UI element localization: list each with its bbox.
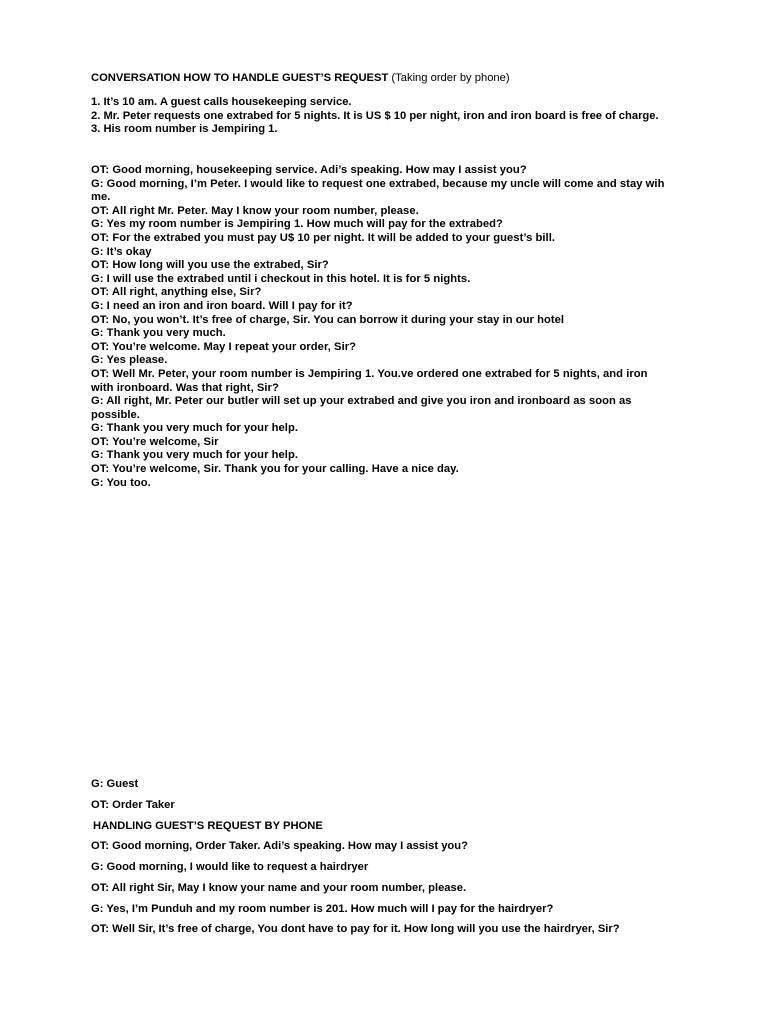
dialogue-line: OT: Well Mr. Peter, your room number is Jempiring 1. You.ve ordered one extrabed for 5 nights, and iron with ironboard. Was that right, Sir? <box>91 367 648 394</box>
dialogue-line: G: It’s okay <box>91 245 152 258</box>
dialogue-line: G: Thank you very much for your help. <box>91 449 298 462</box>
dialogue-section <box>91 164 671 490</box>
dialogue-line: OT: Good morning, Order Taker. Adi’s speaking. How may I assist you? <box>91 840 468 853</box>
title-main: CONVERSATION HOW TO HANDLE GUEST’S REQUEST <box>91 72 389 84</box>
dialogue-line: OT: You’re welcome, Sir <box>91 435 219 448</box>
dialogue-line: OT: For the extrabed you must pay U$ 10 per night. It will be added to your guest’s bill. <box>91 231 556 244</box>
dialogue-line: OT: No, you won’t. It’s free of charge, Sir. You can borrow it during your stay in our hotel <box>91 313 565 326</box>
dialogue-line: G: I need an iron and iron board. Will I pay for it? <box>91 299 353 312</box>
document-title <box>91 72 671 86</box>
dialogue-line: OT: You’re welcome. May I repeat your order, Sir? <box>91 340 357 353</box>
situation-list <box>91 96 671 137</box>
dialogue-line: G: I will use the extrabed until i checkout in this hotel. It is for 5 nights. <box>91 272 471 285</box>
legend-guest: G: Guest <box>91 778 139 790</box>
dialogue-line: G: Yes my room number is Jempiring 1. How much will pay for the extrabed? <box>91 218 503 231</box>
title-subtitle: (Taking order by phone) <box>388 72 510 84</box>
dialogue-line: OT: You’re welcome, Sir. Thank you for your calling. Have a nice day. <box>91 463 459 476</box>
dialogue-line: OT: All right Mr. Peter. May I know your room number, please. <box>91 204 419 217</box>
situation-item: 1. It’s 10 am. A guest calls housekeeping service. <box>91 96 352 108</box>
dialogue-line: G: Thank you very much for your help. <box>91 422 298 435</box>
dialogue-line: OT: How long will you use the extrabed, Sir? <box>91 259 329 272</box>
dialogue-line: G: All right, Mr. Peter our butler will set up your extrabed and give you iron and ironboard as soon as possible. <box>91 395 632 421</box>
dialogue-line: OT: All right, anything else, Sir? <box>91 286 262 299</box>
situation-item: 3. His room number is Jempiring 1. <box>91 123 278 136</box>
dialogue-line: OT: Good morning, housekeeping service. Adi’s speaking. How may I assist you? <box>91 164 527 176</box>
legend-order-taker: OT: Order Taker <box>91 798 175 811</box>
dialogue-line: G: Thank you very much. <box>91 327 226 340</box>
dialogue-line: G: Yes, I’m Punduh and my room number is 201. How much will I pay for the hairdryer? <box>91 902 554 915</box>
dialogue-line: G: You too. <box>91 476 151 489</box>
dialogue-line: OT: All right Sir, May I know your name and your room number, please. <box>91 881 467 894</box>
dialogue-line: OT: Well Sir, It’s free of charge, You dont have to pay for it. How long will you use the hairdryer, Sir? <box>91 923 620 936</box>
second-section <box>91 778 671 944</box>
dialogue-line: G: Good morning, I’m Peter. I would like to request one extrabed, because my uncle will come and stay wih me. <box>91 177 665 204</box>
section-heading: HANDLING GUEST’S REQUEST BY PHONE <box>93 819 323 832</box>
situation-item: 2. Mr. Peter requests one extrabed for 5 nights. It is US $ 10 per night, iron and iron board is free of charge. <box>91 109 659 122</box>
dialogue-line: G: Good morning, I would like to request a hairdryer <box>91 861 369 874</box>
dialogue-line: G: Yes please. <box>91 354 168 367</box>
